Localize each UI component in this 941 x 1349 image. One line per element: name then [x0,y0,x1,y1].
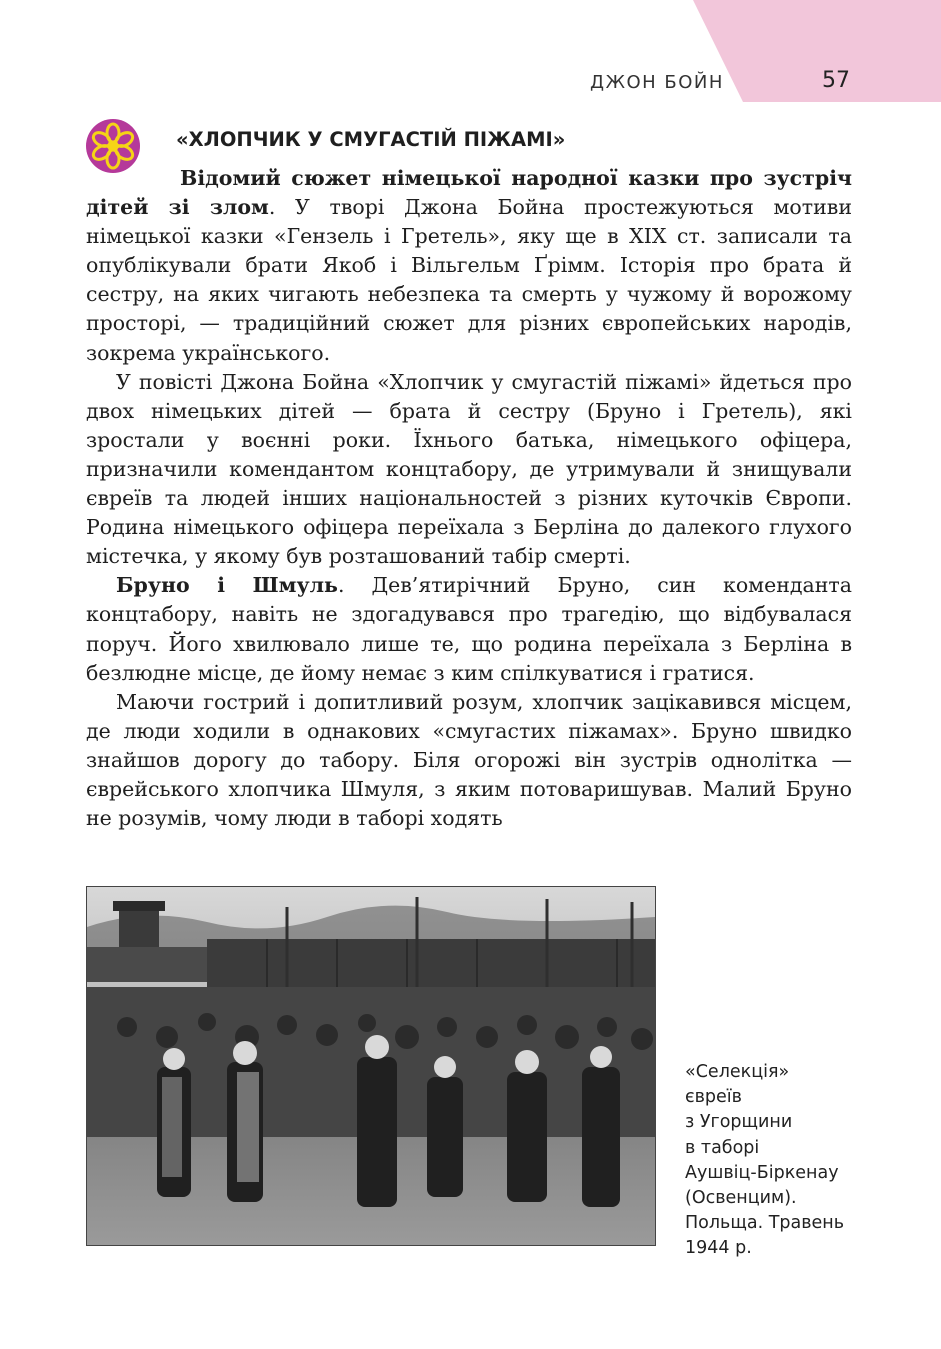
caption-line: 1944 р. [685,1238,752,1259]
paragraph-3-bold: Бруно і Шмуль [116,573,338,598]
caption-line: Аушвіц-Біркенау [685,1162,839,1183]
caption-line: з Угорщини [685,1112,793,1133]
paragraph-2-text: У повісті Джона Бойна «Хлопчик у смугастій піжамі» йдеться про двох німецьких дітей — брата й сестру (Бруно і Гретель), які зростали у воєнні роки. Їхнього батька, німецького офіцера, призначили комендантом концтабору, де утримували й знищували євреїв та людей інших національностей з різних куточків Європи. Родина німецького офіцера переїхала з Берліна до далекого глухого містечка, у якому був розташований табір смерті. [86,369,852,569]
paragraph-2 [86,368,852,572]
body-text [86,164,852,833]
running-header-author: ДЖОН БОЙН [590,72,724,93]
caption-line: Польща. Травень [685,1213,845,1234]
paragraph-1-bold: Відомий сюжет німецької народної казки про зустріч дітей зі злом [86,166,852,220]
paragraph-4-text: Маючи гострий і допитливий розум, хлопчик зацікавився місцем, де люди ходили в однакових «смугастих піжамах». Бруно швидко знайшов дорогу до табору. Біля огорожі він зустрів однолітка — єврейського хлопчика Шмуля, з яким потоваришував. Малий Бруно не розумів, чому люди в таборі ходять [86,689,852,831]
caption-line: в таборі [685,1137,760,1158]
historical-photo [86,886,656,1246]
section-title: «ХЛОПЧИК У СМУГАСТІЙ ПІЖАМІ» [176,128,566,151]
photo-caption [685,1060,925,1262]
page-number: 57 [822,68,850,93]
page-corner-accent [693,0,941,102]
paragraph-1 [86,164,852,368]
paragraph-1-text: . У творі Джона Бойна простежуються мотиви німецької казки «Гензель і Гретель», яку ще в XIX ст. записали та опублікували брати Якоб і Вільгельм Ґрімм. Історія про брата й сестру, на яких чигають небезпека та смерть у чужому й ворожому просторі, — традиційний сюжет для різних європейських народів, зокрема українського. [86,195,852,365]
paragraph-4 [86,688,852,833]
paragraph-3 [86,571,852,687]
caption-line: євреїв [685,1087,742,1108]
caption-line: (Освенцим). [685,1188,797,1209]
caption-line: «Селекція» [685,1062,790,1082]
paragraph-3-text: . Дев’ятирічний Бруно, син коменданта концтабору, навіть не здогадувався про трагедію, що відбувалася поруч. Його хвилювало лише те, що родина переїхала з Берліна в безлюдне місце, де йому немає з ким спілкуватися і гратися. [86,573,852,685]
